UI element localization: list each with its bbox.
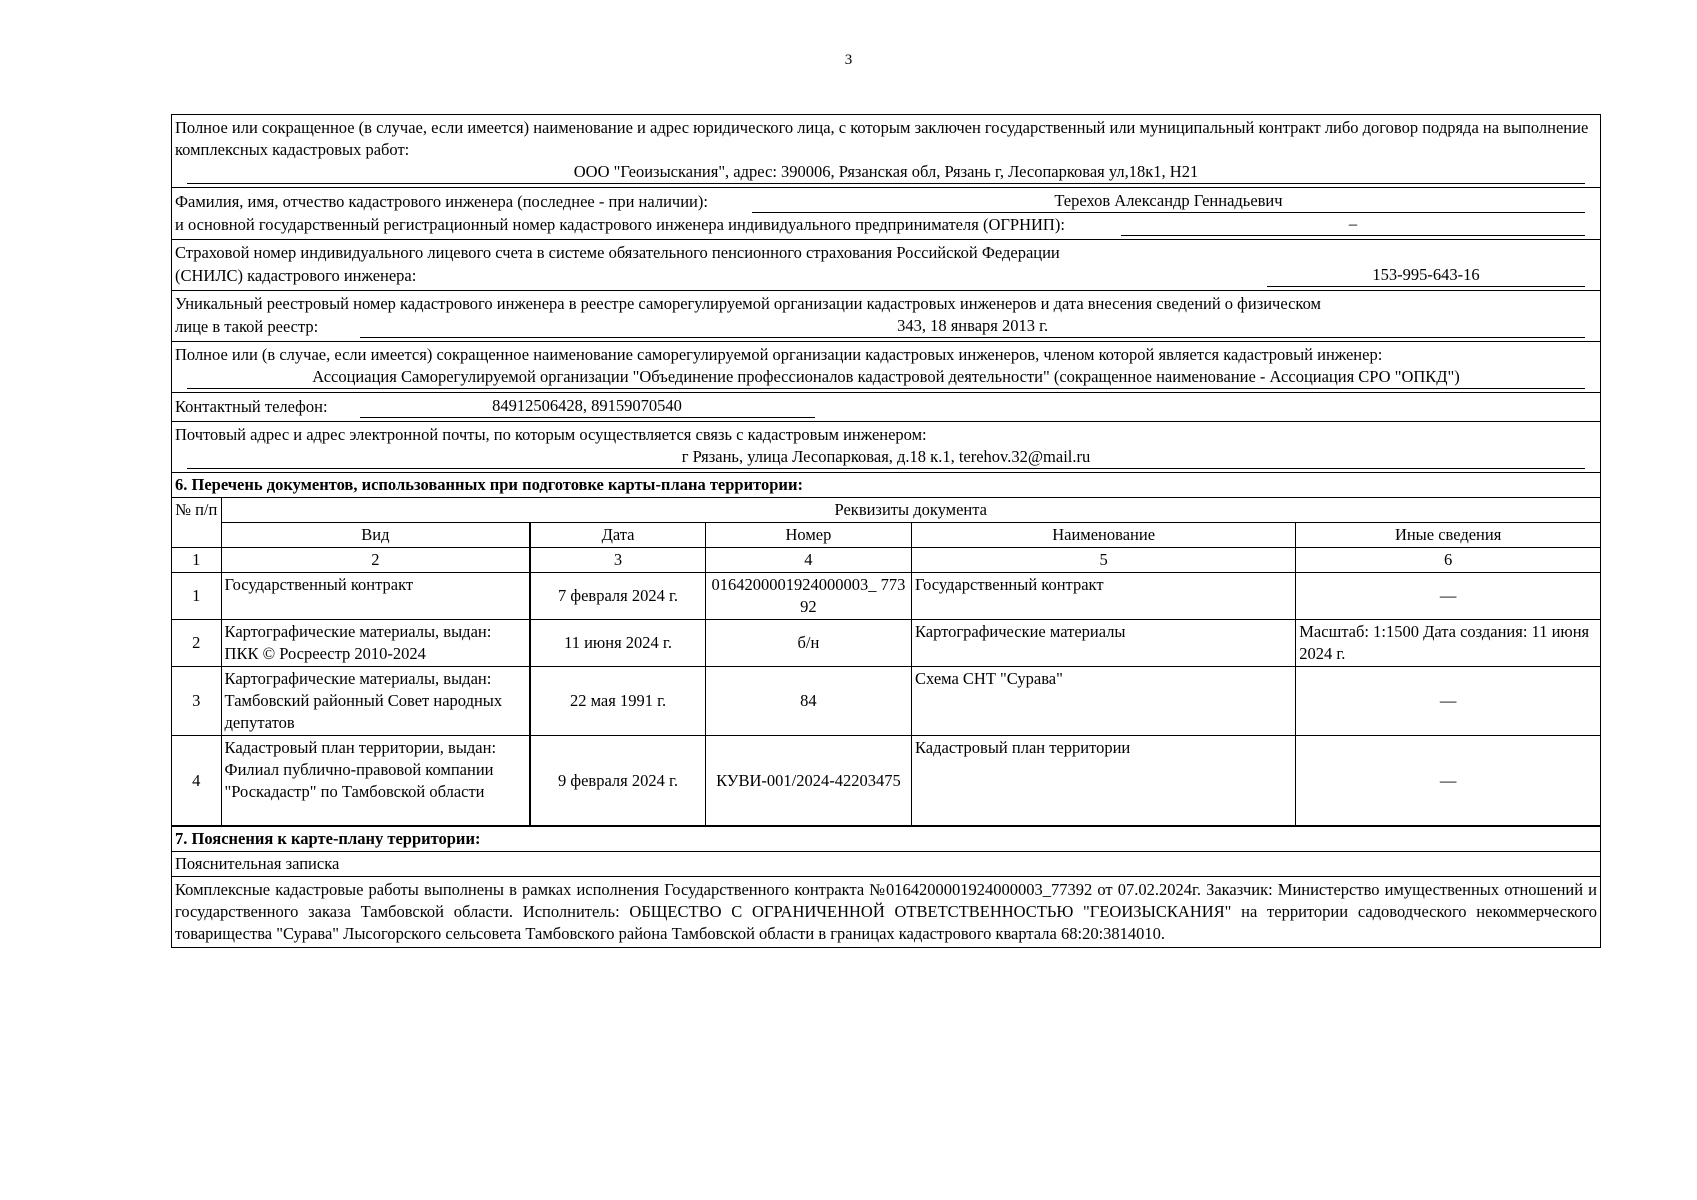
column-header: Дата [530,523,705,548]
row-number: КУВИ-001/2024-42203475 [705,736,911,826]
column-number: 6 [1296,548,1600,573]
snils-label-line2: (СНИЛС) кадастрового инженера: [175,266,417,285]
explanatory-note-text: Комплексные кадастровые работы выполнены в рамках исполнения Государственного контракта №0164200001924000003_77392 от 07.02.2024г. Заказчик: Министерство имущественных отношений и государственного заказа Тамбовской области. Исполнитель: ОБЩЕСТВО С ОГРАНИЧЕННОЙ ОТВЕТСТВЕННОСТЬЮ "ГЕОИЗЫСКАНИЯ" на территории садоводческого некоммерческого товарищества "Сурава" Лысогорского сельсовета Тамбовского района Тамбовской области в границах кадастрового квартала 68:20:3814010. [175,880,1597,943]
sro-label: Полное или (в случае, если имеется) сокращенное наименование саморегулируемой организации кадастровых инженеров, членом которой является кадастровый инженер: [175,345,1383,364]
section7-title: 7. Пояснения к карте-плану территории: [172,827,1600,852]
column-header: Иные сведения [1296,523,1600,548]
registry-label-line2: лице в такой реестр: [175,317,319,336]
header-group: Реквизиты документа [221,498,1600,523]
phone-value: 84912506428, 89159070540 [360,395,815,418]
row-name: Государственный контракт [911,573,1295,620]
table-row [172,620,1600,667]
row-num: 2 [172,620,221,667]
registry-section [172,291,1600,342]
row-other: Масштаб: 1:1500 Дата создания: 11 июня 2024 г. [1296,620,1600,667]
row-date: 9 февраля 2024 г. [530,736,705,826]
row-number: 84 [705,667,911,736]
address-section [172,422,1600,473]
snils-section [172,240,1600,291]
row-date: 22 мая 1991 г. [530,667,705,736]
table-row [172,736,1600,826]
table-row [172,667,1600,736]
column-number: 4 [705,548,911,573]
ogrnip-value: – [1121,213,1585,236]
table-column-row [172,523,1600,548]
table-header-row [172,498,1600,523]
row-other: — [1296,667,1600,736]
snils-value: 153-995-643-16 [1267,264,1585,287]
row-kind: Государственный контракт [221,573,530,620]
sro-value: Ассоциация Саморегулируемой организации "Объединение профессионалов кадастровой деятельности" (сокращенное наименование - Ассоциация СРО "ОПКД") [187,366,1585,389]
row-name: Картографические материалы [911,620,1295,667]
row-number: б/н [705,620,911,667]
column-header: Вид [221,523,530,548]
engineer-name-value: Терехов Александр Геннадьевич [752,190,1585,213]
section6-title: 6. Перечень документов, использованных при подготовке карты-плана территории: [172,473,1600,498]
row-kind: Картографические материалы, выдан: ПКК © Росреестр 2010-2024 [221,620,530,667]
table-row [172,573,1600,620]
engineer-section [172,188,1600,240]
documents-table [172,498,1600,826]
address-value: г Рязань, улица Лесопарковая, д.18 к.1, terehov.32@mail.ru [187,446,1585,469]
row-num: 4 [172,736,221,826]
row-num: 3 [172,667,221,736]
row-name: Кадастровый план территории [911,736,1295,826]
phone-section [172,393,1600,422]
engineer-name-label: Фамилия, имя, отчество кадастрового инженера (последнее - при наличии): [175,192,708,211]
sro-section [172,342,1600,393]
table-colnum-row [172,548,1600,573]
contractor-section [172,115,1600,188]
contractor-label: Полное или сокращенное (в случае, если имеется) наименование и адрес юридического лица, с которым заключен государственный или муниципальный контракт либо договор подряда на выполнение комплексных кадастровых работ: [175,118,1589,159]
document-frame [171,114,1601,948]
column-number: 2 [221,548,530,573]
column-number: 3 [530,548,705,573]
row-kind: Картографические материалы, выдан: Тамбовский районный Совет народных депутатов [221,667,530,736]
contractor-value: ООО "Геоизыскания", адрес: 390006, Рязанская обл, Рязань г, Лесопарковая ул,18к1, Н21 [187,161,1585,184]
registry-label-line1: Уникальный реестровый номер кадастрового инженера в реестре саморегулируемой организации кадастровых инженеров и дата внесения сведений о физическом [175,294,1321,313]
row-number: 0164200001924000003_ 77392 [705,573,911,620]
documents-table-wrapper [172,498,1600,827]
address-label: Почтовый адрес и адрес электронной почты, по которым осуществляется связь с кадастровым инженером: [175,425,927,444]
row-date: 11 июня 2024 г. [530,620,705,667]
phone-label: Контактный телефон: [175,397,328,416]
snils-label-line1: Страховой номер индивидуального лицевого счета в системе обязательного пенсионного страхования Российской Федерации [175,243,1060,262]
header-num: № п/п [172,498,221,548]
row-other: — [1296,573,1600,620]
row-date: 7 февраля 2024 г. [530,573,705,620]
row-other: — [1296,736,1600,826]
row-kind: Кадастровый план территории, выдан: Филиал публично-правовой компании "Роскадастр" по Тамбовской области [221,736,530,826]
column-number: 1 [172,548,221,573]
column-header: Наименование [911,523,1295,548]
row-num: 1 [172,573,221,620]
page-number: 3 [844,52,853,68]
registry-value: 343, 18 января 2013 г. [360,315,1585,338]
column-number: 5 [911,548,1295,573]
column-header: Номер [705,523,911,548]
row-name: Схема СНТ "Сурава" [911,667,1295,736]
ogrnip-label: и основной государственный регистрационный номер кадастрового инженера индивидуального предпринимателя (ОГРНИП): [175,215,1065,234]
section7-subtitle: Пояснительная записка [172,852,1600,877]
